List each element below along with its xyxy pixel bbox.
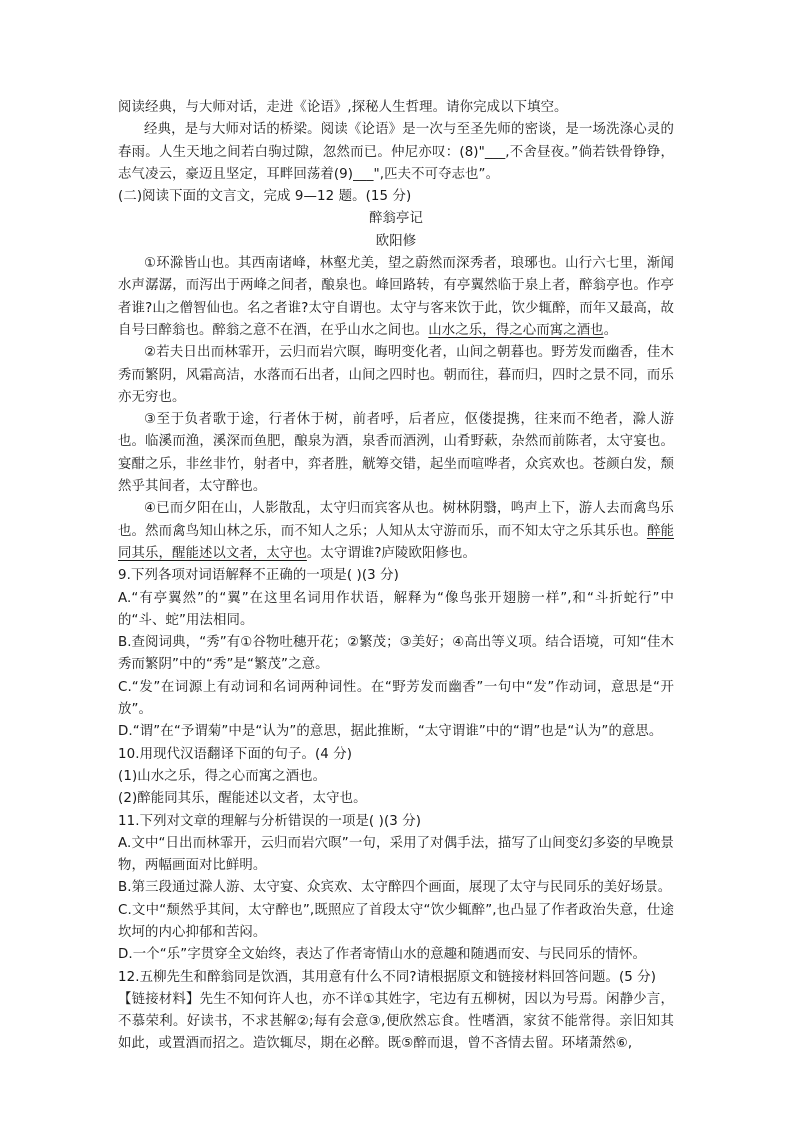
question-11-option-b: B.第三段通过滁人游、太守宴、众宾欢、太守醉四个画面，展现了太守与民同乐的美好场景。: [118, 880, 672, 896]
passage-title: 醉翁亭记: [369, 211, 423, 227]
passage-author: 欧阳修: [375, 233, 417, 249]
question-9-option-a: A.“有亭翼然”的“翼”在这里名词用作状语，解释为“像鸟张开翅膀一样”,和“斗折蛇行”中的“斗、蛇”用法相同。: [118, 590, 674, 628]
question-11-option-c: C.文中“颓然乎其间，太守醉也”,既照应了首段太守“饮少辄醉”,也凸显了作者政治失意，仕途坎坷的内心抑郁和苦闷。: [118, 902, 674, 940]
question-9-option-b: B.查阅词典，“秀”有①谷物吐穗开花；②繁茂；③美好；④高出等义项。结合语境，可知“佳木秀而繁阴”中的“秀”是“繁茂”之意。: [118, 635, 674, 673]
question-11-stem: 11.下列对文章的理解与分析错误的一项是( )(3 分): [118, 813, 422, 829]
intro-line: 阅读经典，与大师对话，走进《论语》,探秘人生哲理。请你完成以下填空。: [118, 100, 568, 115]
section-heading: (二)阅读下面的文言文，完成 9—12 题。(15 分): [118, 189, 412, 205]
underlined-sentence-1: 山水之乐，得之心而寓之酒也: [428, 322, 604, 338]
passage-paragraph-3: ③至于负者歌于途，行者休于树，前者呼，后者应，伛偻提携，往来而不绝者，滁人游也。临溪而渔，溪深而鱼肥，酿泉为酒，泉香而酒洌，山肴野蔌，杂然而前陈者，太守宴也。宴酣之乐，非丝非竹，射者中，弈者胜，觥筹交错，起坐而喧哗者，众宾欢也。苍颜白发，颓然乎其间者，太守醉也。: [118, 412, 674, 495]
question-12-stem: 12.五柳先生和醉翁同是饮酒，其用意有什么不同?请根据原文和链接材料回答问题。(5 分): [118, 969, 657, 985]
intro-paragraph: 经典，是与大师对话的桥梁。阅读《论语》是一次与至圣先师的密谈，是一场洗涤心灵的春雨。人生天地之间若白驹过隙，忽然而已。仲尼亦叹：(8)"___,不舍昼夜。”倘若铁骨铮铮，志气凌云，豪迈且坚定，耳畔回荡着(9)___",匹夫不可夺志也”。: [118, 122, 674, 182]
passage-paragraph-4: ④已而夕阳在山，人影散乱，太守归而宾客从也。树林阴翳，鸣声上下，游人去而禽鸟乐也。然而禽鸟知山林之乐，而不知人之乐；人知从太守游而乐，而不知太守之乐其乐也。醉能同其乐，醒能述以文者，太守也。太守谓谁?庐陵欧阳修也。: [118, 501, 674, 561]
underlined-sentence-2: 醉能同其乐，醒能述以文者，太守也: [118, 523, 674, 561]
question-10-stem: 10.用现代汉语翻译下面的句子。(4 分): [118, 746, 353, 762]
question-10-sentence-1: (1)山水之乐，得之心而寓之酒也。: [118, 768, 327, 784]
passage-paragraph-1: ①环滁皆山也。其西南诸峰，林壑尤美，望之蔚然而深秀者，琅琊也。山行六七里，渐闻水声潺潺，而泻出于两峰之间者，酿泉也。峰回路转，有亭翼然临于泉上者，醉翁亭也。作亭者谁?山之僧智仙也。名之者谁?太守自谓也。太守与客来饮于此，饮少辄醉，而年又最高，故自号曰醉翁也。醉翁之意不在酒，在乎山水之间也。山水之乐，得之心而寓之酒也。: [118, 256, 674, 338]
passage-paragraph-2: ②若夫日出而林霏开，云归而岩穴暝，晦明变化者，山间之朝暮也。野芳发而幽香，佳木秀而繁阴，风霜高洁，水落而石出者，山间之四时也。朝而往，暮而归，四时之景不同，而乐亦无穷也。: [118, 345, 674, 405]
question-11-option-d: D.一个“乐”字贯穿全文始终，表达了作者寄情山水的意趣和随遇而安、与民同乐的情怀。: [118, 947, 646, 963]
linked-material: 【链接材料】先生不知何许人也，亦不详①其姓字，宅边有五柳树，因以为号焉。闲静少言，不慕荣利。好读书，不求甚解②;每有会意③,便欣然忘食。性嗜酒，家贫不能常得。亲旧知其如此，或置酒而招之。造饮辄尽，期在必醉。既⑤醉而退，曾不吝情去留。环堵萧然⑥,: [118, 991, 674, 1052]
document-page: [118, 97, 674, 1056]
question-10-sentence-2: (2)醉能同其乐，醒能述以文者，太守也。: [118, 791, 367, 807]
question-11-option-a: A.文中“日出而林霏开，云归而岩穴暝”一句，采用了对偶手法，描写了山间变幻多姿的早晚景物，两幅画面对比鲜明。: [118, 835, 674, 874]
question-9-option-d: D.“谓”在“予谓菊”中是“认为”的意思，据此推断，“太守谓谁”中的“谓”也是“认为”的意思。: [118, 724, 663, 740]
question-9-option-c: C.“发”在词源上有动词和名词两种词性。在“野芳发而幽香”一句中“发”作动词，意思是“开放”。: [118, 679, 674, 718]
question-9-stem: 9.下列各项对词语解释不正确的一项是( )(3 分): [118, 568, 399, 584]
